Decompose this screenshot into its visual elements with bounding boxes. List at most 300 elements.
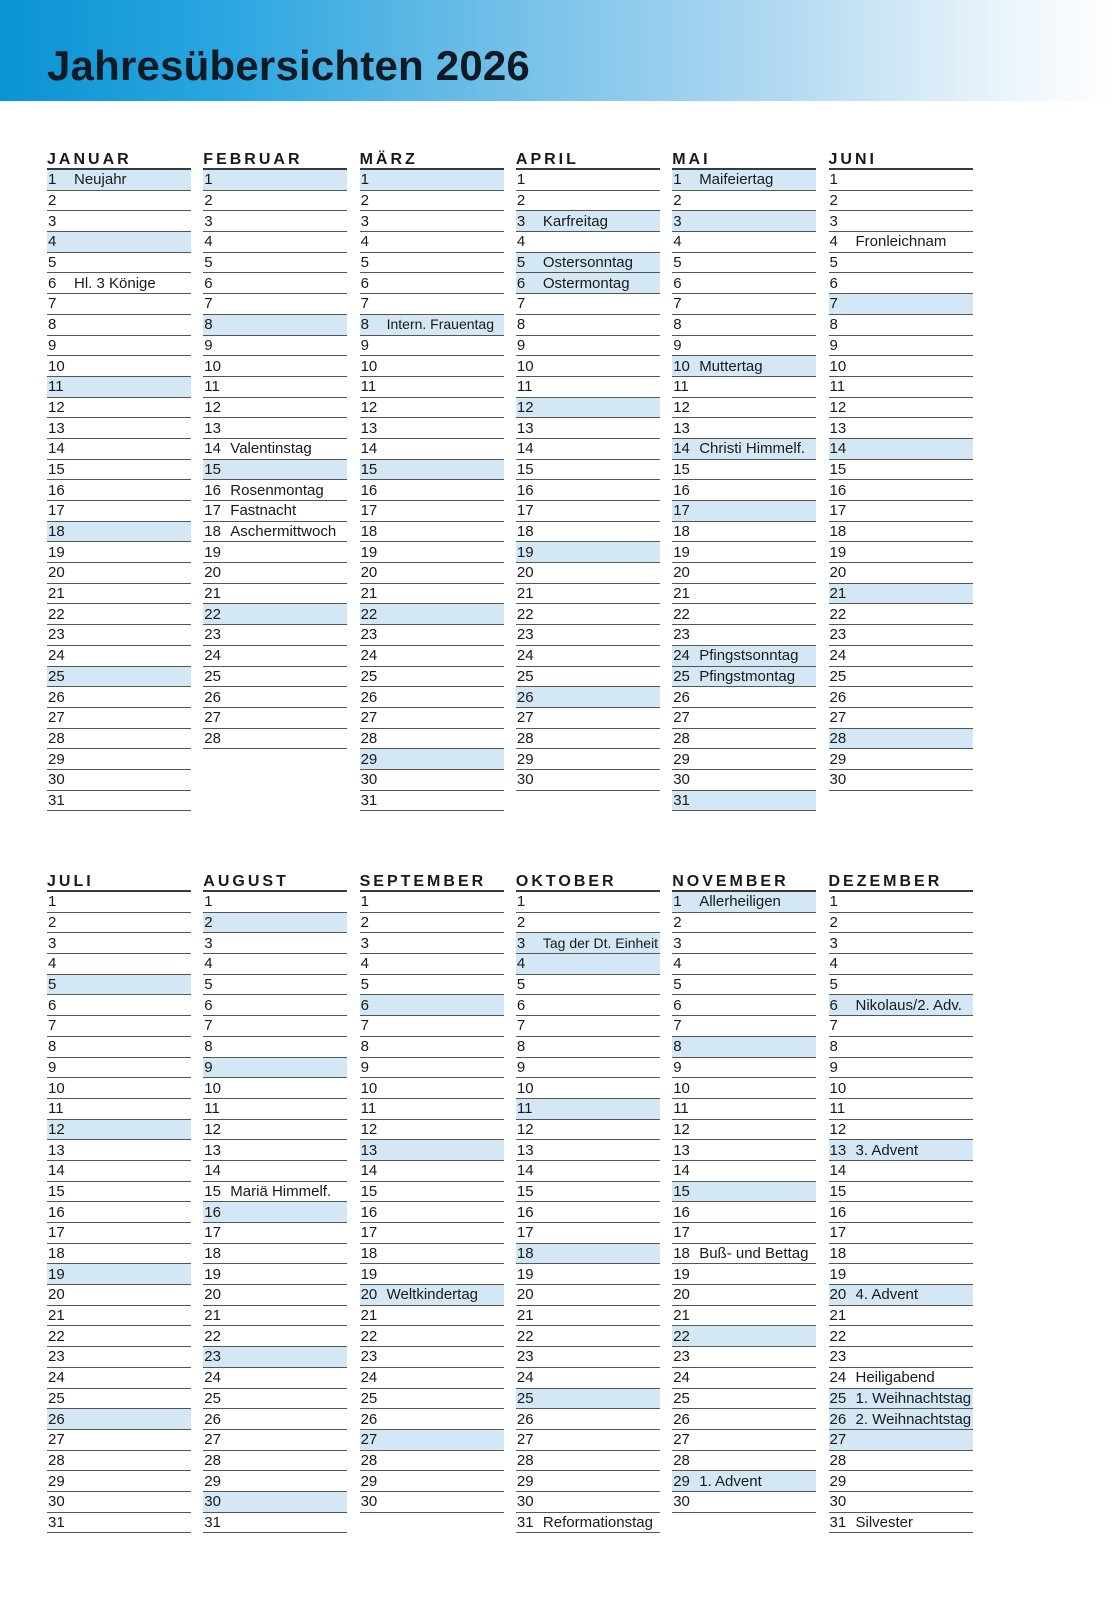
day-number: 26 (829, 688, 847, 706)
day-number: 27 (204, 1431, 221, 1449)
day-row (203, 1451, 347, 1472)
day-number: 8 (673, 316, 682, 334)
day-number: 13 (829, 419, 847, 437)
day-row (360, 253, 504, 274)
day-number: 18 (673, 1245, 690, 1263)
day-number: 9 (516, 1058, 526, 1076)
day-number: 7 (673, 295, 682, 313)
day-row (360, 1285, 504, 1306)
day-number: 29 (48, 1472, 65, 1490)
day-row (203, 1389, 347, 1410)
day-number: 11 (360, 1100, 377, 1118)
day-row (360, 1430, 504, 1451)
day-number: 17 (516, 502, 534, 520)
day-row (516, 1016, 660, 1037)
day-number: 10 (204, 357, 221, 375)
day-row (47, 191, 191, 212)
month-title: FEBRUAR (203, 152, 347, 170)
day-number: 22 (829, 1327, 847, 1345)
day-number: 1 (829, 893, 838, 911)
day-number: 22 (48, 1327, 65, 1345)
day-row (672, 1326, 816, 1347)
day-row (672, 1492, 816, 1513)
day-number: 19 (204, 1265, 221, 1283)
day-row (829, 1347, 973, 1368)
day-number: 5 (829, 254, 838, 272)
day-number: 14 (360, 440, 378, 458)
day-number: 25 (516, 1389, 534, 1407)
day-row (516, 1492, 660, 1513)
day-row (47, 336, 191, 357)
day-number: 17 (829, 502, 847, 520)
day-row (672, 1140, 816, 1161)
day-number: 6 (360, 996, 369, 1014)
day-number: 21 (48, 585, 65, 603)
day-number: 5 (673, 976, 682, 994)
day-number: 20 (829, 564, 847, 582)
day-row (672, 232, 816, 253)
day-row (203, 191, 347, 212)
day-row (47, 480, 191, 501)
day-row (360, 708, 504, 729)
day-number: 20 (516, 1286, 534, 1304)
day-number: 3 (48, 934, 57, 952)
day-row (672, 1471, 816, 1492)
day-row (516, 1264, 660, 1285)
day-row (516, 1368, 660, 1389)
day-number: 18 (829, 523, 847, 541)
day-row (360, 1120, 504, 1141)
day-number: 5 (516, 976, 526, 994)
day-row (47, 1471, 191, 1492)
day-number: 15 (48, 1182, 65, 1200)
day-number: 4 (516, 955, 526, 973)
day-number: 10 (829, 357, 847, 375)
day-number: 14 (673, 440, 690, 458)
day-number: 19 (673, 543, 690, 561)
day-row (360, 1140, 504, 1161)
day-number: 14 (516, 440, 534, 458)
day-row (516, 1326, 660, 1347)
holiday-label: Maifeiertag (699, 171, 774, 189)
holiday-label: Muttertag (699, 357, 763, 375)
day-number: 2 (48, 192, 57, 210)
day-number: 7 (516, 295, 526, 313)
day-number: 11 (829, 1100, 846, 1118)
day-number: 26 (204, 688, 221, 706)
day-row (672, 1078, 816, 1099)
day-row (516, 1409, 660, 1430)
day-number: 6 (673, 996, 682, 1014)
day-number: 27 (673, 1431, 690, 1449)
day-row (516, 1451, 660, 1472)
day-row (672, 1058, 816, 1079)
day-number: 30 (360, 1493, 378, 1511)
day-row (47, 273, 191, 294)
day-number: 19 (360, 543, 378, 561)
day-row (360, 667, 504, 688)
day-number: 26 (516, 1410, 534, 1428)
day-number: 21 (48, 1307, 65, 1325)
month-title: SEPTEMBER (360, 874, 504, 892)
day-number: 20 (204, 1286, 221, 1304)
day-row (203, 1409, 347, 1430)
day-row (47, 995, 191, 1016)
day-number: 19 (516, 543, 534, 561)
day-row (829, 232, 973, 253)
holiday-label: Reformationstag (542, 1513, 653, 1531)
day-row (47, 604, 191, 625)
day-row (360, 1492, 504, 1513)
day-number: 2 (516, 914, 526, 932)
day-row (829, 1140, 973, 1161)
day-number: 12 (360, 398, 378, 416)
day-row (203, 253, 347, 274)
day-number: 8 (204, 1038, 213, 1056)
day-row (516, 604, 660, 625)
day-number: 31 (48, 1513, 65, 1531)
day-number: 7 (673, 1017, 682, 1035)
day-row (47, 501, 191, 522)
day-row (829, 975, 973, 996)
day-row (829, 1389, 973, 1410)
day-row (829, 1430, 973, 1451)
day-number: 5 (48, 254, 57, 272)
day-row (672, 170, 816, 191)
day-row (672, 954, 816, 975)
day-row (47, 913, 191, 934)
day-number: 7 (360, 1017, 369, 1035)
day-row (47, 1202, 191, 1223)
day-number: 25 (360, 667, 378, 685)
day-row (516, 1058, 660, 1079)
holiday-label: Intern. Frauentag (386, 316, 494, 333)
day-row (672, 584, 816, 605)
day-row (360, 418, 504, 439)
day-number: 17 (360, 1224, 378, 1242)
day-row (203, 1120, 347, 1141)
day-number: 11 (48, 1100, 64, 1118)
day-row (360, 995, 504, 1016)
day-number: 4 (829, 233, 838, 251)
day-number: 19 (829, 543, 847, 561)
day-row (829, 1037, 973, 1058)
day-row (360, 563, 504, 584)
day-number: 27 (204, 709, 221, 727)
day-row (203, 1078, 347, 1099)
day-row (829, 913, 973, 934)
day-number: 21 (516, 1307, 534, 1325)
day-number: 31 (516, 1513, 534, 1531)
day-row (360, 1244, 504, 1265)
day-row (672, 604, 816, 625)
day-row (203, 1016, 347, 1037)
day-number: 12 (204, 1120, 221, 1138)
day-number: 18 (204, 523, 221, 541)
day-row (829, 563, 973, 584)
day-row (829, 542, 973, 563)
day-row (672, 211, 816, 232)
day-row (516, 1285, 660, 1306)
day-row (47, 253, 191, 274)
day-number: 3 (204, 212, 213, 230)
holiday-label: Heiligabend (855, 1369, 935, 1387)
day-number: 16 (829, 1203, 847, 1221)
day-row (672, 336, 816, 357)
day-number: 1 (673, 171, 682, 189)
day-row (203, 913, 347, 934)
day-number: 17 (673, 1224, 690, 1242)
holiday-label: Nikolaus/2. Adv. (855, 996, 962, 1014)
day-number: 28 (516, 1451, 534, 1469)
day-number: 4 (673, 233, 682, 251)
day-row (516, 1306, 660, 1327)
day-row (360, 294, 504, 315)
day-row (47, 1492, 191, 1513)
day-number: 19 (829, 1265, 847, 1283)
month-title: AUGUST (203, 874, 347, 892)
day-row (360, 791, 504, 812)
day-row (360, 1451, 504, 1472)
day-row (47, 1430, 191, 1451)
day-number: 12 (829, 1120, 847, 1138)
day-number: 11 (516, 378, 533, 396)
day-row (829, 625, 973, 646)
day-number: 13 (673, 1141, 690, 1159)
day-row (516, 770, 660, 791)
holiday-label: Aschermittwoch (230, 523, 337, 541)
day-row (516, 667, 660, 688)
day-row (47, 1368, 191, 1389)
month-title: MÄRZ (360, 152, 504, 170)
day-row (203, 480, 347, 501)
day-row (203, 398, 347, 419)
day-row (203, 273, 347, 294)
day-row (360, 1389, 504, 1410)
day-number: 2 (204, 192, 213, 210)
day-row (47, 584, 191, 605)
day-number: 7 (516, 1017, 526, 1035)
day-row (516, 460, 660, 481)
day-row (829, 667, 973, 688)
day-row (516, 480, 660, 501)
day-number: 25 (673, 667, 690, 685)
month-september (360, 874, 504, 1513)
day-number: 19 (516, 1265, 534, 1283)
day-row (47, 1264, 191, 1285)
day-row (829, 377, 973, 398)
day-number: 6 (829, 996, 838, 1014)
day-row (672, 1244, 816, 1265)
day-row (672, 1368, 816, 1389)
day-row (203, 1492, 347, 1513)
day-number: 13 (829, 1141, 847, 1159)
day-row (47, 625, 191, 646)
day-number: 25 (673, 1389, 690, 1407)
day-number: 2 (829, 192, 838, 210)
month-august (203, 874, 347, 1533)
day-row (516, 975, 660, 996)
day-number: 29 (48, 750, 65, 768)
day-row (516, 954, 660, 975)
day-number: 10 (673, 357, 690, 375)
day-row (516, 336, 660, 357)
day-number: 15 (516, 1182, 534, 1200)
day-number: 4 (516, 233, 526, 251)
day-number: 18 (673, 523, 690, 541)
day-row (516, 1202, 660, 1223)
holiday-label: Fronleichnam (855, 233, 947, 251)
day-row (829, 273, 973, 294)
day-number: 16 (516, 1203, 534, 1221)
day-row (203, 1347, 347, 1368)
day-number: 29 (204, 1472, 221, 1490)
day-row (47, 708, 191, 729)
day-number: 17 (48, 502, 65, 520)
day-number: 4 (360, 233, 369, 251)
day-number: 17 (829, 1224, 847, 1242)
day-row (47, 770, 191, 791)
day-row (47, 975, 191, 996)
holiday-label: Silvester (855, 1513, 914, 1531)
day-number: 22 (48, 605, 65, 623)
day-row (672, 191, 816, 212)
day-number: 28 (829, 1451, 847, 1469)
day-number: 31 (829, 1513, 847, 1531)
day-number: 2 (360, 914, 369, 932)
day-row (47, 1451, 191, 1472)
day-number: 2 (829, 914, 838, 932)
day-row (360, 1409, 504, 1430)
day-row (360, 1368, 504, 1389)
day-number: 6 (360, 274, 369, 292)
day-number: 16 (48, 1203, 65, 1221)
day-number: 28 (204, 729, 221, 747)
day-number: 23 (516, 626, 534, 644)
day-row (516, 1223, 660, 1244)
day-number: 11 (204, 378, 220, 396)
day-number: 25 (829, 667, 847, 685)
day-number: 3 (516, 934, 526, 952)
day-number: 15 (48, 460, 65, 478)
day-number: 3 (360, 212, 369, 230)
day-number: 2 (673, 914, 682, 932)
day-number: 15 (204, 1182, 221, 1200)
day-number: 25 (48, 1389, 65, 1407)
day-row (672, 1451, 816, 1472)
month-title: MAI (672, 152, 816, 170)
day-row (672, 995, 816, 1016)
month-november (672, 874, 816, 1513)
day-row (360, 211, 504, 232)
day-row (203, 356, 347, 377)
day-number: 9 (516, 336, 526, 354)
day-row (203, 522, 347, 543)
day-number: 2 (516, 192, 526, 210)
day-row (516, 170, 660, 191)
day-number: 28 (516, 729, 534, 747)
day-row (203, 377, 347, 398)
day-number: 4 (204, 233, 213, 251)
day-number: 31 (204, 1513, 221, 1531)
day-row (203, 1140, 347, 1161)
day-row (829, 1285, 973, 1306)
holiday-label: Hl. 3 Könige (74, 274, 156, 292)
day-number: 23 (829, 626, 847, 644)
day-row (47, 398, 191, 419)
day-number: 6 (516, 274, 526, 292)
day-row (672, 1161, 816, 1182)
day-row (203, 1182, 347, 1203)
day-row (516, 294, 660, 315)
day-row (47, 1223, 191, 1244)
day-row (672, 460, 816, 481)
day-row (203, 954, 347, 975)
day-row (360, 604, 504, 625)
day-number: 19 (673, 1265, 690, 1283)
day-row (516, 729, 660, 750)
day-number: 7 (829, 1017, 838, 1035)
day-row (47, 294, 191, 315)
day-row (47, 933, 191, 954)
day-number: 26 (204, 1410, 221, 1428)
day-number: 18 (516, 1245, 534, 1263)
day-number: 3 (829, 212, 838, 230)
day-number: 31 (48, 791, 65, 809)
day-row (672, 892, 816, 913)
day-row (203, 439, 347, 460)
day-row (829, 1078, 973, 1099)
day-number: 12 (48, 1120, 65, 1138)
month-title: APRIL (516, 152, 660, 170)
day-row (516, 1078, 660, 1099)
day-number: 3 (673, 934, 682, 952)
day-number: 24 (204, 647, 221, 665)
day-number: 17 (673, 502, 690, 520)
day-number: 18 (360, 1245, 378, 1263)
day-row (360, 1161, 504, 1182)
day-row (360, 1037, 504, 1058)
day-row (672, 1223, 816, 1244)
day-row (47, 954, 191, 975)
day-row (203, 418, 347, 439)
day-row (47, 232, 191, 253)
day-number: 1 (360, 893, 369, 911)
day-row (829, 770, 973, 791)
day-number: 27 (829, 1431, 847, 1449)
day-row (360, 398, 504, 419)
day-number: 8 (829, 1038, 838, 1056)
day-number: 16 (673, 1203, 690, 1221)
day-row (829, 1120, 973, 1141)
day-number: 23 (673, 1348, 690, 1366)
day-row (203, 667, 347, 688)
day-row (516, 1430, 660, 1451)
day-number: 11 (360, 378, 377, 396)
day-row (829, 995, 973, 1016)
day-number: 4 (673, 955, 682, 973)
day-row (672, 625, 816, 646)
day-row (203, 1430, 347, 1451)
day-row (829, 170, 973, 191)
day-row (672, 646, 816, 667)
day-number: 23 (829, 1348, 847, 1366)
day-row (829, 1058, 973, 1079)
day-row (203, 687, 347, 708)
day-number: 20 (516, 564, 534, 582)
day-row (360, 439, 504, 460)
day-row (829, 294, 973, 315)
